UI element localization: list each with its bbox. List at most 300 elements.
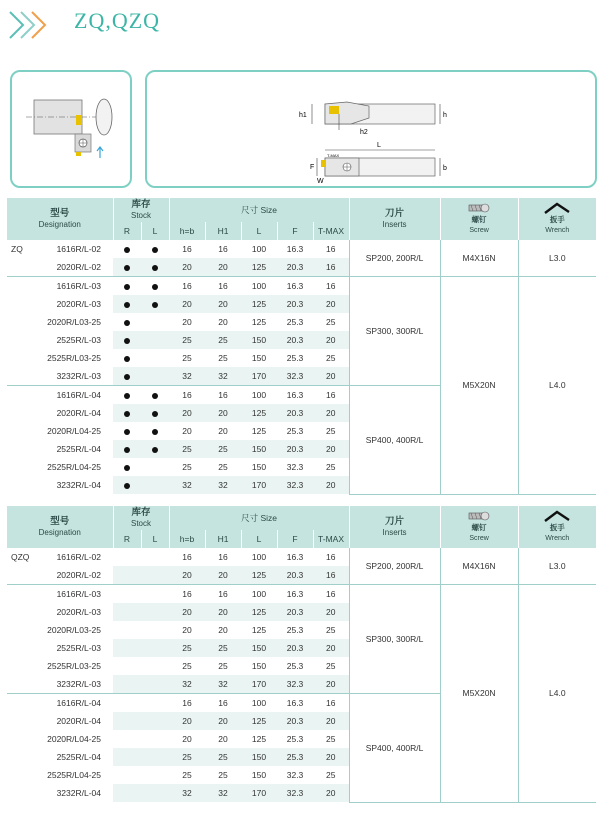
size-cell-h1: 32: [205, 476, 241, 494]
stock-r-cell: [113, 367, 141, 386]
stock-r-cell: [113, 386, 141, 405]
size-cell-h1: 25: [218, 462, 228, 472]
stock-l-cell: [141, 331, 169, 349]
stock-r-cell: [113, 585, 141, 604]
col-tmax: T-MAX: [313, 530, 349, 548]
size-cell-t: 16: [326, 244, 336, 254]
col-h1: H1: [205, 222, 241, 240]
col-size: 尺寸 Size: [169, 506, 349, 530]
size-cell-hb: 25: [182, 770, 192, 780]
designation-cell: 2525R/L-04: [56, 752, 101, 762]
screw-icon: [468, 202, 490, 214]
stock-r-cell: [113, 331, 141, 349]
stock-r-cell: [113, 694, 141, 713]
col-stock: 库存 Stock: [113, 198, 169, 222]
stock-r-cell: [113, 277, 141, 296]
size-cell-f: 25.3: [286, 661, 304, 671]
size-cell-t: 20: [313, 331, 349, 349]
chevrons-icon: [6, 8, 56, 42]
screw-cell: M5X20N: [440, 277, 518, 495]
designation-cell: 2020R/L-03: [56, 607, 101, 617]
designation-cell: 3232R/L-04: [56, 480, 101, 490]
stock-l-cell: [141, 422, 169, 440]
size-cell-hb: 25: [169, 440, 205, 458]
in-stock-dot: [152, 429, 158, 435]
size-cell-t: 16: [313, 277, 349, 296]
size-cell-h1: 25: [205, 440, 241, 458]
size-cell-t: 25: [326, 317, 336, 327]
stock-r-cell: [113, 730, 141, 748]
designation-cell: 2020R/L-02: [56, 570, 101, 580]
table-row: [7, 277, 596, 296]
size-cell-f: 20.3: [277, 440, 313, 458]
stock-l-cell: [141, 712, 169, 730]
screw-icon: [468, 510, 490, 522]
size-cell-h1: 20: [218, 426, 228, 436]
designation-cell: 2525R/L03-25: [47, 661, 101, 671]
size-cell-ld: 125: [241, 712, 277, 730]
size-cell-ld: 170: [241, 675, 277, 694]
page-header: [0, 0, 602, 50]
designation-cell: QZQ 1616R/L-02: [7, 548, 113, 566]
stock-l-cell: [141, 639, 169, 657]
stock-l-cell: [141, 367, 169, 386]
col-screw: 螺钉 Screw: [440, 198, 518, 240]
stock-r-cell: [113, 240, 141, 258]
size-cell-hb: 25: [169, 748, 205, 766]
designation-cell: ZQ 1616R/L-02: [7, 240, 113, 258]
size-cell-ld: 170: [241, 476, 277, 494]
stock-l-cell: [141, 313, 169, 331]
stock-l-cell: [141, 440, 169, 458]
designation-cell: 3232R/L-04: [56, 788, 101, 798]
inserts-cell: SP300, 300R/L: [349, 585, 440, 694]
stock-l-cell: [141, 694, 169, 713]
in-stock-dot: [124, 247, 130, 253]
stock-r-cell: [113, 566, 141, 585]
size-cell-ld: 125: [241, 404, 277, 422]
size-cell-f: 20.3: [277, 712, 313, 730]
size-cell-t: 20: [313, 404, 349, 422]
size-cell-ld: 170: [241, 367, 277, 386]
size-cell-h1: 20: [205, 295, 241, 313]
size-cell-f: 25.3: [286, 426, 304, 436]
designation-cell: 3232R/L-03: [56, 371, 101, 381]
size-cell-t: 20: [313, 603, 349, 621]
col-l: L: [241, 530, 277, 548]
size-cell-hb: 20: [169, 295, 205, 313]
size-cell-t: 20: [313, 440, 349, 458]
size-cell-h1: 16: [205, 585, 241, 604]
size-cell-t: 20: [313, 295, 349, 313]
size-cell-f: 16.3: [286, 552, 304, 562]
size-cell-f: 25.3: [286, 625, 304, 635]
stock-l-cell: [141, 621, 169, 639]
col-f: F: [277, 530, 313, 548]
in-stock-dot: [124, 483, 130, 489]
dim-label-h2: h2: [360, 129, 368, 136]
dim-label-tmax: T-MAX: [327, 153, 340, 158]
in-stock-dot: [152, 411, 158, 417]
in-stock-dot: [124, 302, 130, 308]
col-hb: h=b: [169, 530, 205, 548]
size-cell-hb: 32: [169, 476, 205, 494]
size-cell-hb: 25: [182, 353, 192, 363]
stock-r-cell: [113, 404, 141, 422]
stock-l-cell: [141, 730, 169, 748]
size-cell-ld: 150: [241, 440, 277, 458]
size-cell-h1: 20: [218, 734, 228, 744]
col-designation: 型号 Designation: [7, 198, 113, 240]
size-cell-hb: 16: [169, 386, 205, 405]
size-cell-h1: 20: [218, 625, 228, 635]
size-cell-ld: 125: [241, 603, 277, 621]
size-cell-t: 20: [313, 367, 349, 386]
size-cell-hb: 20: [169, 404, 205, 422]
in-stock-dot: [124, 393, 130, 399]
size-cell-t: 25: [326, 734, 336, 744]
tool-illustration-panel: [10, 70, 132, 188]
size-cell-f: 16.3: [277, 386, 313, 405]
size-cell-ld: 100: [241, 694, 277, 713]
inserts-cell: SP400, 400R/L: [349, 694, 440, 803]
designation-cell: 1616R/L-03: [7, 585, 113, 604]
size-cell-ld: 150: [241, 748, 277, 766]
designation-cell: 2020R/L03-25: [47, 625, 101, 635]
size-cell-ld: 150: [241, 331, 277, 349]
in-stock-dot: [124, 429, 130, 435]
size-cell-hb: 20: [169, 712, 205, 730]
table-row: [7, 240, 596, 258]
dim-label-h: h: [443, 112, 447, 119]
size-cell-hb: 16: [169, 694, 205, 713]
series-prefix: ZQ: [11, 244, 23, 254]
stock-l-cell: [141, 566, 169, 585]
size-cell-h1: 20: [205, 258, 241, 277]
designation-cell: 2020R/L04-25: [47, 734, 101, 744]
dimension-drawing: [147, 72, 595, 186]
size-cell-t: 20: [313, 784, 349, 802]
in-stock-dot: [152, 447, 158, 453]
size-cell-hb: 20: [182, 317, 192, 327]
table-row: [7, 548, 596, 566]
wrench-cell: L3.0: [518, 548, 596, 585]
qzq-table: [7, 506, 596, 803]
size-cell-t: 25: [326, 770, 336, 780]
size-cell-f: 32.3: [286, 770, 304, 780]
size-cell-f: 20.3: [277, 404, 313, 422]
in-stock-dot: [152, 302, 158, 308]
col-f: F: [277, 222, 313, 240]
in-stock-dot: [152, 247, 158, 253]
size-cell-f: 16.3: [277, 694, 313, 713]
size-cell-f: 20.3: [277, 603, 313, 621]
stock-r-cell: [113, 657, 141, 675]
size-cell-h1: 16: [218, 552, 228, 562]
size-cell-hb: 20: [182, 734, 192, 744]
stock-r-cell: [113, 675, 141, 694]
size-cell-ld: 150: [251, 661, 267, 671]
size-cell-t: 25: [326, 462, 336, 472]
size-cell-f: 25.3: [286, 317, 304, 327]
stock-r-cell: [113, 621, 141, 639]
size-cell-hb: 20: [169, 566, 205, 585]
size-cell-f: 20.3: [277, 331, 313, 349]
size-cell-ld: 100: [241, 585, 277, 604]
stock-l-cell: [141, 675, 169, 694]
size-cell-t: 20: [313, 639, 349, 657]
inserts-cell: SP200, 200R/L: [349, 548, 440, 585]
size-cell-hb: 20: [182, 426, 192, 436]
size-cell-h1: 16: [218, 244, 228, 254]
in-stock-dot: [124, 447, 130, 453]
size-cell-ld: 125: [241, 295, 277, 313]
stock-r-cell: [113, 295, 141, 313]
size-cell-t: 25: [326, 661, 336, 671]
col-stock: 库存 Stock: [113, 506, 169, 530]
designation-cell: 1616R/L-03: [7, 277, 113, 296]
stock-l-cell: [141, 476, 169, 494]
col-hb: h=b: [169, 222, 205, 240]
size-cell-h1: 25: [205, 331, 241, 349]
stock-r-cell: [113, 639, 141, 657]
stock-l-cell: [141, 277, 169, 296]
size-cell-f: 32.3: [277, 367, 313, 386]
size-cell-f: 20.3: [277, 566, 313, 585]
size-cell-t: 20: [313, 675, 349, 694]
stock-r-cell: [113, 422, 141, 440]
screw-cell: M4X16N: [440, 240, 518, 277]
designation-cell: 2020R/L03-25: [47, 317, 101, 327]
in-stock-dot: [124, 411, 130, 417]
col-inserts: 刀片 Inserts: [349, 198, 440, 240]
table-row: [7, 585, 596, 604]
col-h1: H1: [205, 530, 241, 548]
designation-cell: 2525R/L03-25: [47, 353, 101, 363]
designation-cell: 2525R/L04-25: [47, 770, 101, 780]
designation-cell: 3232R/L-03: [56, 679, 101, 689]
col-size: 尺寸 Size: [169, 198, 349, 222]
size-cell-h1: 16: [205, 694, 241, 713]
stock-r-cell: [113, 258, 141, 277]
col-stock-l: L: [141, 530, 169, 548]
size-cell-ld: 150: [251, 353, 267, 363]
size-cell-t: 16: [313, 258, 349, 277]
dim-label-b: b: [443, 165, 447, 172]
size-cell-hb: 16: [182, 244, 192, 254]
in-stock-dot: [124, 265, 130, 271]
size-cell-hb: 16: [169, 277, 205, 296]
inserts-cell: SP400, 400R/L: [349, 386, 440, 495]
screw-cell: M4X16N: [440, 548, 518, 585]
designation-cell: 2020R/L-02: [56, 262, 101, 272]
series-prefix: QZQ: [11, 552, 30, 562]
size-cell-t: 16: [313, 585, 349, 604]
size-cell-t: 20: [313, 476, 349, 494]
size-cell-t: 25: [326, 353, 336, 363]
size-cell-f: 32.3: [277, 675, 313, 694]
size-cell-h1: 20: [205, 712, 241, 730]
size-cell-t: 20: [313, 712, 349, 730]
stock-r-cell: [113, 548, 141, 566]
stock-l-cell: [141, 548, 169, 566]
size-cell-h1: 32: [205, 675, 241, 694]
size-cell-f: 20.3: [277, 295, 313, 313]
size-cell-hb: 20: [169, 603, 205, 621]
size-cell-h1: 20: [205, 404, 241, 422]
stock-l-cell: [141, 404, 169, 422]
size-cell-t: 25: [326, 426, 336, 436]
size-cell-h1: 25: [205, 748, 241, 766]
size-cell-h1: 32: [205, 367, 241, 386]
size-cell-h1: 25: [205, 639, 241, 657]
designation-cell: 2020R/L04-25: [47, 426, 101, 436]
col-inserts: 刀片 Inserts: [349, 506, 440, 548]
dim-label-F: F: [310, 164, 315, 171]
size-cell-t: 25: [326, 625, 336, 635]
size-cell-hb: 25: [169, 639, 205, 657]
size-cell-ld: 125: [251, 317, 267, 327]
size-cell-f: 20.3: [277, 639, 313, 657]
size-cell-ld: 150: [241, 639, 277, 657]
size-cell-ld: 125: [251, 426, 267, 436]
size-cell-ld: 125: [241, 566, 277, 585]
size-cell-h1: 25: [218, 770, 228, 780]
screw-cell: M5X20N: [440, 585, 518, 803]
size-cell-ld: 150: [251, 462, 267, 472]
size-cell-f: 20.3: [277, 258, 313, 277]
size-cell-ld: 125: [241, 258, 277, 277]
size-cell-hb: 32: [169, 367, 205, 386]
stock-l-cell: [141, 766, 169, 784]
designation-cell: 2525R/L-03: [56, 335, 101, 345]
size-cell-h1: 16: [205, 386, 241, 405]
designation-cell: 1616R/L-04: [7, 694, 113, 713]
col-designation: 型号 Designation: [7, 506, 113, 548]
wrench-cell: L4.0: [518, 277, 596, 495]
wrench-icon: [544, 202, 570, 214]
inserts-cell: SP200, 200R/L: [349, 240, 440, 277]
stock-r-cell: [113, 313, 141, 331]
stock-r-cell: [113, 603, 141, 621]
size-cell-hb: 25: [182, 462, 192, 472]
designation-cell: 1616R/L-04: [7, 386, 113, 405]
in-stock-dot: [124, 465, 130, 471]
stock-l-cell: [141, 240, 169, 258]
in-stock-dot: [124, 338, 130, 344]
dim-label-W: W: [317, 178, 324, 185]
wrench-cell: L3.0: [518, 240, 596, 277]
col-stock-l: L: [141, 222, 169, 240]
designation-cell: 2020R/L-03: [56, 299, 101, 309]
wrench-icon: [544, 510, 570, 522]
size-cell-h1: 25: [218, 353, 228, 363]
size-cell-ld: 125: [251, 625, 267, 635]
size-cell-t: 16: [313, 694, 349, 713]
size-cell-hb: 32: [169, 675, 205, 694]
stock-l-cell: [141, 585, 169, 604]
size-cell-f: 32.3: [277, 476, 313, 494]
designation-cell: 2020R/L-04: [56, 716, 101, 726]
size-cell-hb: 16: [169, 585, 205, 604]
dimension-drawing-panel: [145, 70, 597, 188]
stock-r-cell: [113, 458, 141, 476]
in-stock-dot: [152, 284, 158, 290]
size-cell-ld: 100: [251, 552, 267, 562]
wrench-cell: L4.0: [518, 585, 596, 803]
size-cell-hb: 25: [182, 661, 192, 671]
stock-l-cell: [141, 458, 169, 476]
size-cell-hb: 25: [169, 331, 205, 349]
designation-cell: 2525R/L-03: [56, 643, 101, 653]
size-cell-h1: 20: [205, 566, 241, 585]
size-cell-f: 16.3: [277, 277, 313, 296]
zq-table: [7, 198, 596, 495]
size-cell-h1: 32: [205, 784, 241, 802]
in-stock-dot: [124, 374, 130, 380]
stock-l-cell: [141, 295, 169, 313]
stock-r-cell: [113, 748, 141, 766]
size-cell-h1: 16: [205, 277, 241, 296]
size-cell-hb: 20: [169, 258, 205, 277]
dim-label-h1: h1: [299, 112, 307, 119]
designation-cell: 2020R/L-04: [56, 408, 101, 418]
in-stock-dot: [152, 393, 158, 399]
size-cell-f: 25.3: [286, 353, 304, 363]
tool-holder-drawing: [12, 72, 130, 186]
size-cell-t: 16: [313, 566, 349, 585]
size-cell-ld: 150: [251, 770, 267, 780]
col-tmax: T-MAX: [313, 222, 349, 240]
size-cell-f: 25.3: [286, 734, 304, 744]
designation-cell: 2525R/L-04: [56, 444, 101, 454]
stock-l-cell: [141, 258, 169, 277]
size-cell-hb: 16: [182, 552, 192, 562]
size-cell-ld: 100: [241, 277, 277, 296]
inserts-cell: SP300, 300R/L: [349, 277, 440, 386]
size-cell-hb: 20: [182, 625, 192, 635]
stock-r-cell: [113, 766, 141, 784]
stock-l-cell: [141, 603, 169, 621]
stock-l-cell: [141, 784, 169, 802]
stock-r-cell: [113, 476, 141, 494]
col-stock-r: R: [113, 530, 141, 548]
size-cell-ld: 170: [241, 784, 277, 802]
in-stock-dot: [124, 320, 130, 326]
size-cell-ld: 100: [251, 244, 267, 254]
stock-l-cell: [141, 386, 169, 405]
col-screw: 螺钉 Screw: [440, 506, 518, 548]
dim-label-L: L: [377, 142, 381, 149]
stock-r-cell: [113, 712, 141, 730]
size-cell-t: 20: [313, 748, 349, 766]
size-cell-hb: 32: [169, 784, 205, 802]
stock-l-cell: [141, 657, 169, 675]
col-wrench: 扳手 Wrench: [518, 506, 596, 548]
in-stock-dot: [152, 265, 158, 271]
in-stock-dot: [124, 356, 130, 362]
size-cell-f: 32.3: [277, 784, 313, 802]
size-cell-f: 25.3: [277, 748, 313, 766]
designation-cell: 2525R/L04-25: [47, 462, 101, 472]
page-title: ZQ,QZQ: [74, 8, 161, 33]
col-l: L: [241, 222, 277, 240]
size-cell-t: 16: [326, 552, 336, 562]
size-cell-h1: 20: [218, 317, 228, 327]
size-cell-h1: 25: [218, 661, 228, 671]
stock-l-cell: [141, 349, 169, 367]
size-cell-f: 32.3: [286, 462, 304, 472]
